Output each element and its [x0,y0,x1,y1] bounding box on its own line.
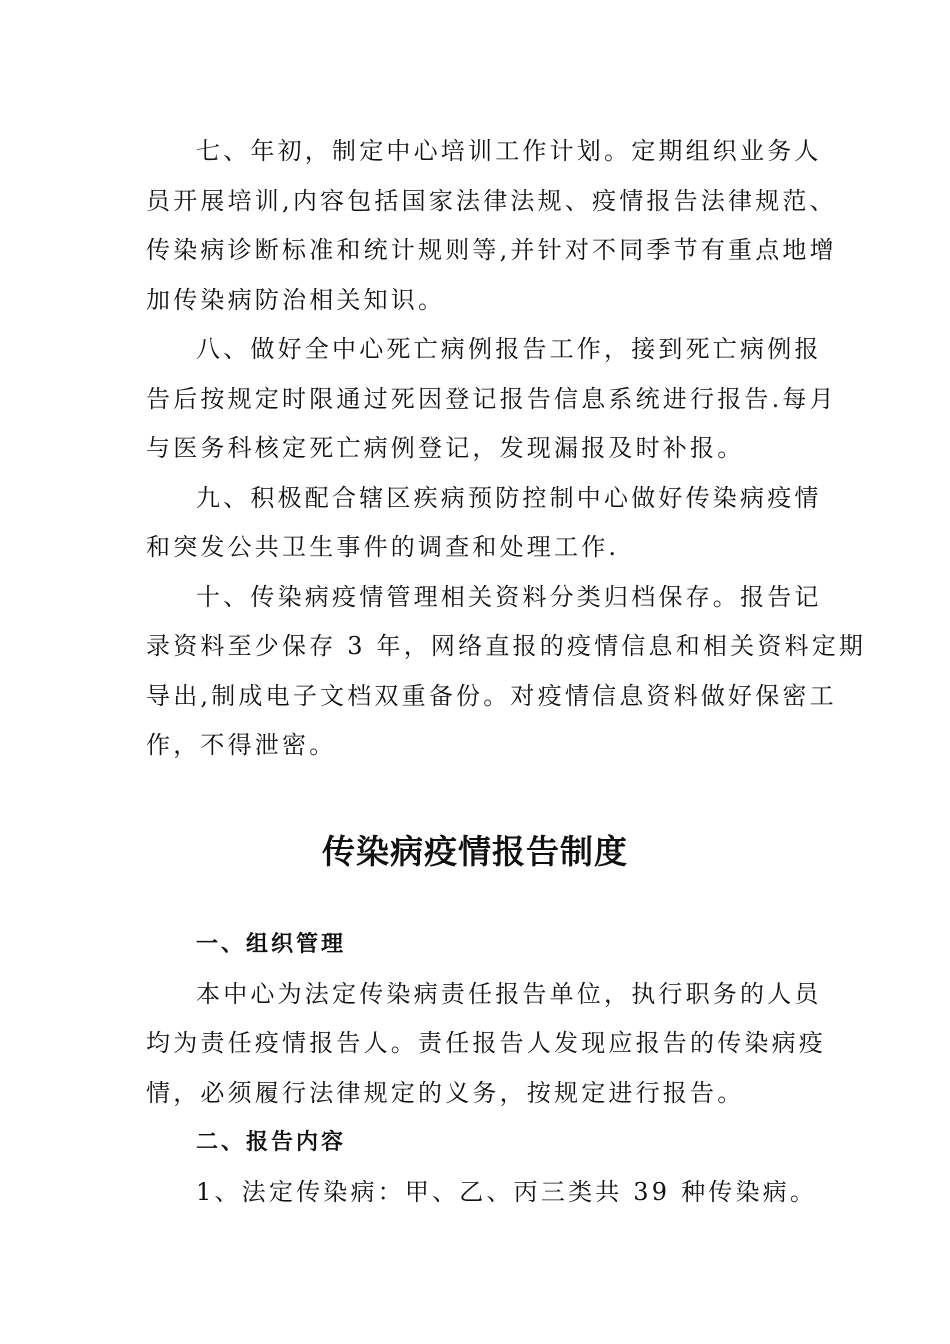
continued-section [146,127,867,771]
paragraph-line: 1、法定传染病：甲、乙、丙三类共 39 种传染病。 [196,1177,818,1206]
paragraph-line: 九、积极配合辖区疾病预防控制中心做好传染病疫情 [196,483,822,512]
paragraph-line: 告后按规定时限通过死因登记报告信息系统进行报告.每月 [146,384,837,413]
paragraph-item-9 [146,474,822,573]
paragraph-line: 传染病诊断标准和统计规则等,并针对不同季节有重点地增 [146,236,837,264]
paragraph-line: 八、做好全中心死亡病例报告工作，接到死亡病例报 [196,335,822,363]
paragraph-line: 七、年初，制定中心培训工作计划。定期组织业务人 [196,137,822,165]
paragraph-item-7 [146,127,837,325]
document-title: 传染病疫情报告制度 [322,832,628,871]
paragraph-item-8 [146,325,837,474]
paragraph-line: 情，必须履行法律规定的义务，按规定进行报告。 [146,1078,745,1107]
paragraph-line: 导出,制成电子文档双重备份。对疫情信息资料做好保密工 [146,681,837,710]
paragraph-line: 和突发公共卫生事件的调查和处理工作. [146,533,620,561]
paragraph-line: 本中心为法定传染病责任报告单位，执行职务的人员 [196,979,822,1008]
paragraph-line: 加传染病防治相关知识。 [146,285,446,314]
paragraph-line: 录资料至少保存 3 年，网络直报的疫情信息和相关资料定期 [146,632,867,660]
paragraph-line: 均为责任疫情报告人。责任报告人发现应报告的传染病疫 [146,1029,826,1057]
paragraph-line: 员开展培训,内容包括国家法律法规、疫情报告法律规范、 [146,186,837,215]
report-system-body [146,920,826,1217]
section-heading-organization: 一、组织管理 [196,932,347,957]
paragraph-line: 作，不得泄密。 [146,731,337,759]
paragraph-item-10 [146,573,867,771]
paragraph-line: 与医务科核定死亡病例登记，发现漏报及时补报。 [146,434,745,462]
section-heading-report-content: 二、报告内容 [196,1130,347,1155]
paragraph-line: 十、传染病疫情管理相关资料分类归档保存。报告记 [196,582,822,611]
